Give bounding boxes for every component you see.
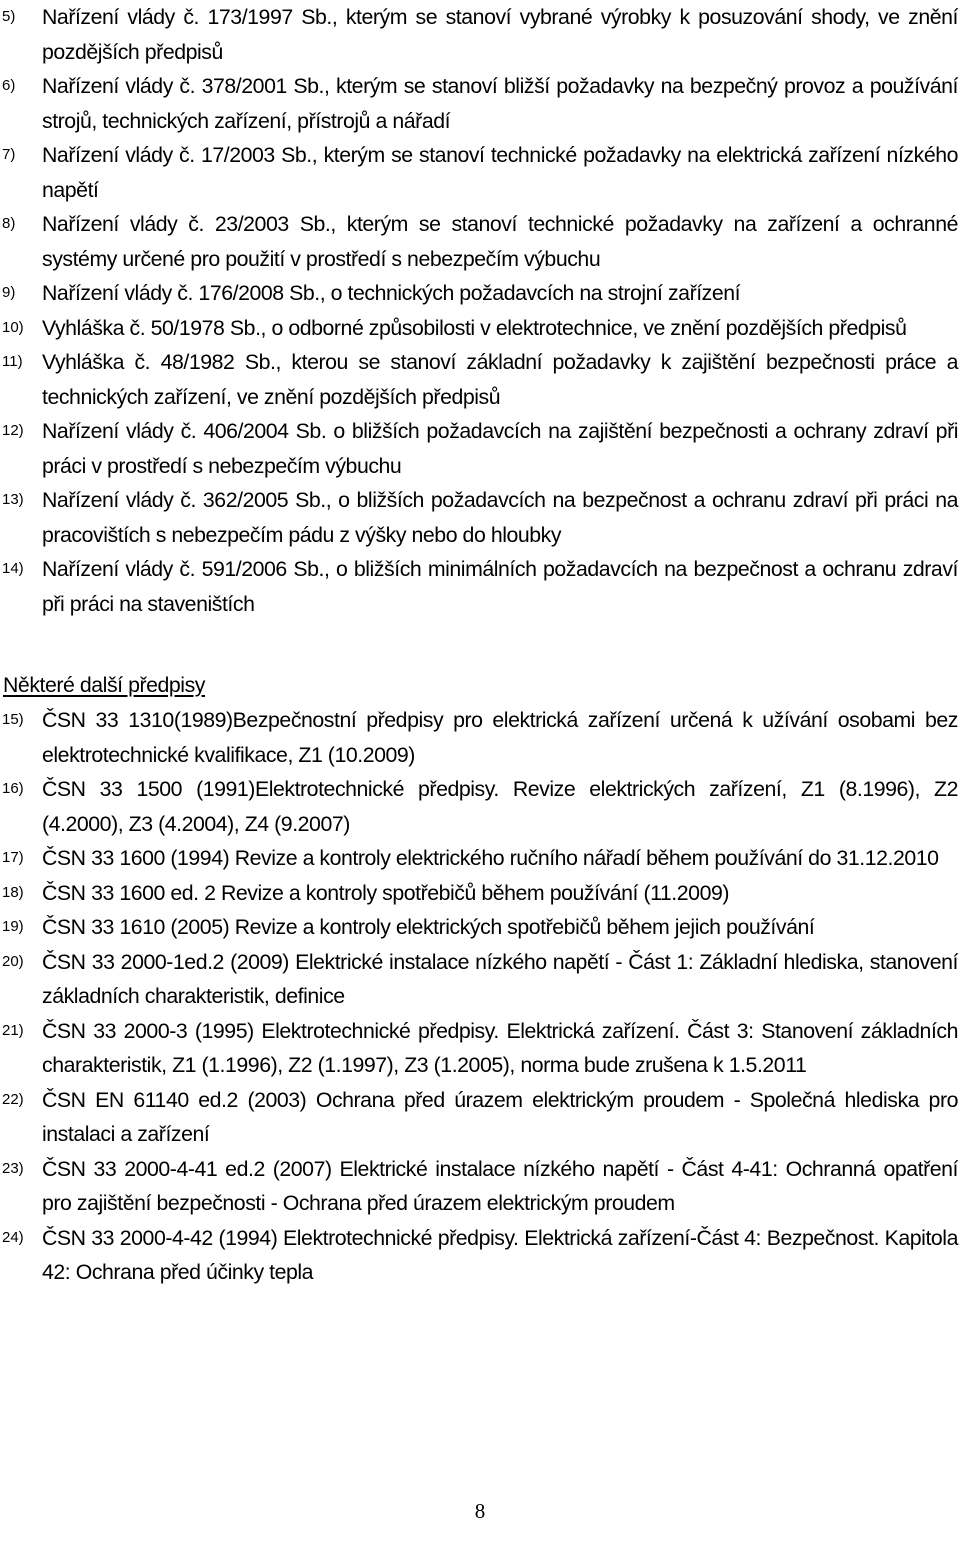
item-text: ČSN 33 1310(1989)Bezpečnostní předpisy pro elektrická zařízení určená k užívání osobami bez elektrotechnické kvalifikace, Z1 (10.2009)	[42, 708, 958, 767]
regulations-list	[2, 0, 958, 621]
item-text: Nařízení vlády č. 23/2003 Sb., kterým se stanoví technické požadavky na zařízení a ochranné systémy určené pro použití v prostředí s nebezpečím výbuchu	[42, 212, 958, 271]
item-number: 7)	[2, 146, 16, 163]
list-item	[2, 207, 958, 276]
item-number: 19)	[2, 918, 24, 935]
item-number: 20)	[2, 952, 24, 970]
item-number: 13)	[2, 491, 24, 508]
list-item	[2, 945, 958, 1014]
item-text: ČSN 33 1600 ed. 2 Revize a kontroly spotřebičů během používání (11.2009)	[42, 880, 729, 905]
item-text: Nařízení vlády č. 17/2003 Sb., kterým se stanoví technické požadavky na elektrická zařízení nízkého napětí	[42, 143, 958, 202]
item-number: 23)	[2, 1159, 24, 1177]
item-number: 10)	[2, 318, 24, 336]
item-text: Vyhláška č. 50/1978 Sb., o odborné způsobilosti v elektrotechnice, ve znění pozdějších předpisů	[42, 315, 907, 340]
item-text: ČSN 33 2000-4-41 ed.2 (2007) Elektrické instalace nízkého napětí - Část 4-41: Ochranná opatření pro zajištění bezpečnosti - Ochrana před úrazem elektrickým proudem	[42, 1156, 958, 1215]
list-item	[2, 414, 958, 483]
item-text: ČSN 33 2000-4-42 (1994) Elektrotechnické předpisy. Elektrická zařízení-Část 4: Bezpečnost. Kapitola 42: Ochrana před účinky tepla	[42, 1225, 958, 1284]
item-text: Nařízení vlády č. 176/2008 Sb., o technických požadavcích na strojní zařízení	[42, 281, 741, 305]
item-number: 9)	[2, 284, 16, 301]
item-text: Nařízení vlády č. 362/2005 Sb., o bližších požadavcích na bezpečnost a ochranu zdraví při práci na pracovištích s nebezpečím pádu z výšky nebo do hloubky	[42, 488, 958, 547]
list-item	[2, 1152, 958, 1221]
section-heading: Některé další předpisy	[3, 673, 205, 697]
list-item	[2, 311, 958, 346]
item-text: ČSN 33 1610 (2005) Revize a kontroly elektrických spotřebičů během jejich používání	[42, 915, 815, 939]
item-number: 15)	[2, 711, 24, 728]
item-number: 6)	[2, 77, 16, 94]
item-number: 14)	[2, 560, 24, 577]
item-number: 21)	[2, 1021, 24, 1039]
item-text: Nařízení vlády č. 591/2006 Sb., o bližších minimálních požadavcích na bezpečnost a ochranu zdraví při práci na staveništích	[42, 557, 958, 616]
other-regulations-list	[2, 703, 958, 1290]
item-number: 18)	[2, 883, 24, 901]
item-number: 8)	[2, 215, 16, 232]
item-text: ČSN 33 1600 (1994) Revize a kontroly elektrického ručního nářadí během používání do 31.12.2010	[42, 846, 939, 870]
item-number: 24)	[2, 1228, 24, 1246]
item-text: Vyhláška č. 48/1982 Sb., kterou se stanoví základní požadavky k zajištění bezpečnosti práce a technických zařízení, ve znění pozdějších předpisů	[42, 350, 958, 409]
item-text: Nařízení vlády č. 378/2001 Sb., kterým se stanoví bližší požadavky na bezpečný provoz a používání strojů, technických zařízení, přístrojů a nářadí	[42, 74, 958, 133]
item-text: ČSN 33 2000-3 (1995) Elektrotechnické předpisy. Elektrická zařízení. Část 3: Stanovení základních charakteristik, Z1 (1.1996), Z2 (1.1997), Z3 (1.2005), norma bude zrušena k 1.5.2011	[42, 1018, 958, 1077]
list-item	[2, 276, 958, 311]
list-item	[2, 703, 958, 772]
list-item	[2, 876, 958, 911]
list-item	[2, 910, 958, 945]
list-item	[2, 483, 958, 552]
list-item	[2, 1221, 958, 1290]
item-number: 11)	[2, 353, 23, 370]
item-number: 16)	[2, 780, 24, 797]
item-number: 5)	[2, 8, 16, 25]
item-text: ČSN 33 1500 (1991)Elektrotechnické předpisy. Revize elektrických zařízení, Z1 (8.1996), Z2 (4.2000), Z3 (4.2004), Z4 (9.2007)	[42, 777, 958, 836]
list-item	[2, 69, 958, 138]
list-item	[2, 138, 958, 207]
page-number: 8	[474, 1499, 486, 1523]
list-item	[2, 772, 958, 841]
list-item	[2, 1083, 958, 1152]
list-item	[2, 552, 958, 621]
list-item	[2, 345, 958, 414]
list-item	[2, 0, 958, 69]
item-text: Nařízení vlády č. 406/2004 Sb. o bližších požadavcích na zajištění bezpečnosti a ochrany zdraví při práci v prostředí s nebezpečím výbuchu	[42, 419, 958, 478]
item-number: 22)	[2, 1090, 24, 1108]
item-text: Nařízení vlády č. 173/1997 Sb., kterým se stanoví vybrané výrobky k posuzování shody, ve znění pozdějších předpisů	[42, 5, 958, 64]
item-number: 17)	[2, 849, 24, 866]
list-item	[2, 1014, 958, 1083]
item-text: ČSN 33 2000-1ed.2 (2009) Elektrické instalace nízkého napětí - Část 1: Základní hlediska, stanovení základních charakteristik, definice	[42, 949, 958, 1008]
list-item	[2, 841, 958, 876]
item-text: ČSN EN 61140 ed.2 (2003) Ochrana před úrazem elektrickým proudem - Společná hlediska pro instalaci a zařízení	[42, 1087, 958, 1146]
item-number: 12)	[2, 422, 24, 439]
